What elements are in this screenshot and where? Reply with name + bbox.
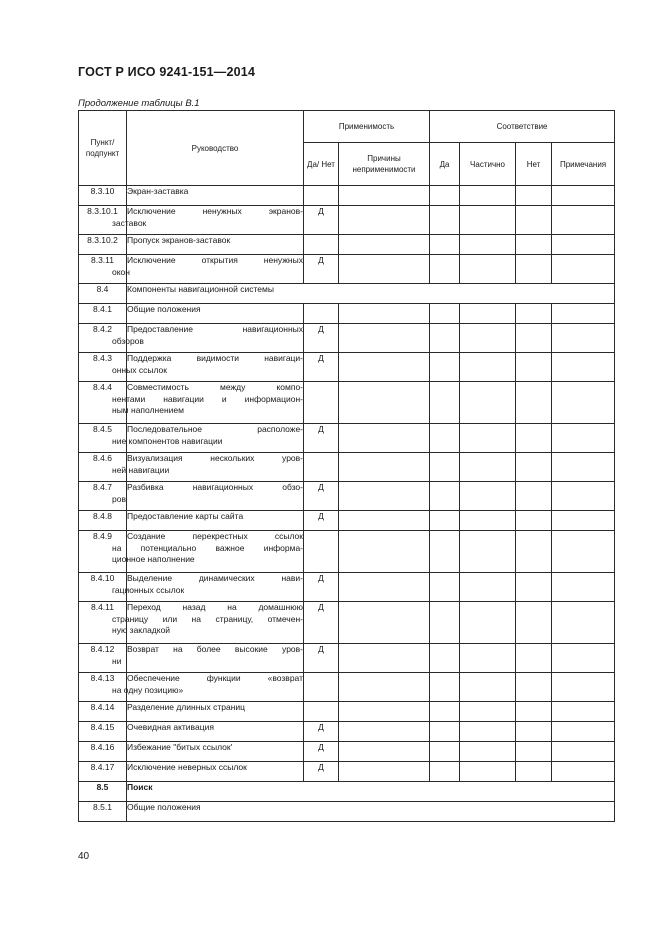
compliance-no-cell — [516, 531, 552, 573]
applicability-reason-cell — [339, 722, 430, 742]
guidance-text — [112, 573, 304, 602]
applicability-yes-no: Д — [304, 573, 339, 602]
compliance-no-cell — [516, 573, 552, 602]
clause-number: 8.3.10.2 — [79, 235, 127, 255]
compliance-partial-cell — [460, 235, 516, 255]
compliance-notes-cell — [552, 424, 615, 453]
compliance-partial-cell — [460, 702, 516, 722]
guidance-text — [127, 722, 304, 742]
header-reasons: Причины неприменимости — [339, 143, 430, 186]
compliance-no-cell — [516, 206, 552, 235]
compliance-no-cell — [516, 235, 552, 255]
applicability-yes-no: Д — [304, 644, 339, 673]
applicability-reason-cell — [339, 186, 430, 206]
clause-number: 8.4.10 — [79, 573, 127, 602]
table-row — [79, 782, 615, 802]
applicability-reason-cell — [339, 511, 430, 531]
table-row — [79, 284, 615, 304]
compliance-no-cell — [516, 255, 552, 284]
guidance-text-line: Переход назад на домашнюю — [127, 602, 303, 612]
guidance-text-line: Исключение ненужных экранов- — [127, 206, 303, 216]
table-row — [79, 235, 615, 255]
clause-number: 8.3.10 — [79, 186, 127, 206]
clause-number: 8.4.3 — [79, 353, 127, 382]
guidance-text — [127, 742, 304, 762]
compliance-yes-cell — [430, 186, 460, 206]
guidance-text-line: ней навигации — [112, 464, 170, 475]
compliance-notes-cell — [552, 353, 615, 382]
compliance-no-cell — [516, 742, 552, 762]
compliance-notes-cell — [552, 255, 615, 284]
clause-number: 8.4.13 — [79, 673, 127, 702]
compliance-yes-cell — [430, 353, 460, 382]
compliance-partial-cell — [460, 255, 516, 284]
clause-number: 8.4.6 — [79, 453, 127, 482]
table-row — [79, 602, 615, 644]
compliance-partial-cell — [460, 511, 516, 531]
compliance-partial-cell — [460, 482, 516, 511]
compliance-yes-cell — [430, 453, 460, 482]
guidance-text — [127, 802, 615, 822]
applicability-reason-cell — [339, 742, 430, 762]
compliance-notes-cell — [552, 324, 615, 353]
header-clause: Пункт/ подпункт — [79, 111, 127, 186]
table-row — [79, 702, 615, 722]
clause-number: 8.4.7 — [79, 482, 127, 511]
applicability-reason-cell — [339, 453, 430, 482]
compliance-partial-cell — [460, 531, 516, 573]
compliance-notes-cell — [552, 511, 615, 531]
guidance-text-line: Предоставление навигационных — [127, 324, 303, 334]
compliance-notes-cell — [552, 722, 615, 742]
guidance-text — [127, 782, 615, 802]
compliance-yes-cell — [430, 722, 460, 742]
header-partial: Частично — [460, 143, 516, 186]
table-row — [79, 186, 615, 206]
applicability-yes-no: Д — [304, 742, 339, 762]
guidance-text-line: ров — [112, 493, 126, 504]
compliance-yes-cell — [430, 602, 460, 644]
table-caption: Продолжение таблицы В.1 — [78, 98, 200, 109]
compliance-notes-cell — [552, 702, 615, 722]
guidance-text-line: на одну позицию» — [112, 684, 184, 695]
table-row — [79, 673, 615, 702]
compliance-partial-cell — [460, 424, 516, 453]
compliance-no-cell — [516, 702, 552, 722]
guidance-text-line: Избежание "битых ссылок' — [127, 742, 233, 752]
guidance-text-line: Поддержка видимости навигаци- — [127, 353, 303, 363]
header-no: Нет — [516, 143, 552, 186]
guidance-text-line: Совместимость между компо- — [127, 382, 303, 392]
compliance-yes-cell — [430, 482, 460, 511]
compliance-partial-cell — [460, 382, 516, 424]
compliance-yes-cell — [430, 702, 460, 722]
compliance-yes-cell — [430, 304, 460, 324]
table-row — [79, 304, 615, 324]
document-title: ГОСТ Р ИСО 9241-151—2014 — [78, 65, 256, 79]
guidance-text — [112, 673, 304, 702]
compliance-no-cell — [516, 644, 552, 673]
guidance-text-line: Общие положения — [127, 802, 201, 812]
guidance-text — [127, 762, 304, 782]
guidance-text-line: ционное наполнение — [112, 554, 195, 564]
compliance-partial-cell — [460, 602, 516, 644]
guidance-text-line: окон — [112, 266, 130, 277]
guidance-text-line: Очевидная активация — [127, 722, 214, 732]
table-row — [79, 324, 615, 353]
guidance-text — [112, 206, 304, 235]
guidance-text-line: Визуализация нескольких уров- — [127, 453, 303, 463]
guidance-text-line: ную закладкой — [112, 625, 171, 635]
applicability-yes-no: Д — [304, 482, 339, 511]
applicability-yes-no: Д — [304, 206, 339, 235]
applicability-reason-cell — [339, 531, 430, 573]
guidance-text-line: Создание перекрестных ссылок — [127, 531, 303, 541]
compliance-notes-cell — [552, 382, 615, 424]
table-row — [79, 453, 615, 482]
compliance-yes-cell — [430, 424, 460, 453]
table-row — [79, 255, 615, 284]
table-row — [79, 353, 615, 382]
compliance-partial-cell — [460, 573, 516, 602]
table-row — [79, 531, 615, 573]
compliance-partial-cell — [460, 186, 516, 206]
applicability-reason-cell — [339, 673, 430, 702]
compliance-notes-cell — [552, 186, 615, 206]
guidance-text-line: гационных ссылок — [112, 584, 185, 595]
page-number: 40 — [78, 851, 90, 862]
guidance-text-line: Экран-заставка — [127, 186, 189, 196]
compliance-notes-cell — [552, 644, 615, 673]
compliance-no-cell — [516, 511, 552, 531]
compliance-partial-cell — [460, 324, 516, 353]
compliance-notes-cell — [552, 304, 615, 324]
applicability-yes-no — [304, 453, 339, 482]
table-row — [79, 644, 615, 673]
guidance-text-line: Возврат на более высокие уров- — [127, 644, 303, 654]
guidance-text — [112, 644, 304, 673]
clause-number: 8.4.4 — [79, 382, 127, 424]
compliance-partial-cell — [460, 762, 516, 782]
applicability-yes-no — [304, 531, 339, 573]
clause-number: 8.5.1 — [79, 802, 127, 822]
guidance-text — [127, 511, 304, 531]
compliance-notes-cell — [552, 602, 615, 644]
compliance-no-cell — [516, 602, 552, 644]
compliance-notes-cell — [552, 531, 615, 573]
compliance-yes-cell — [430, 511, 460, 531]
compliance-notes-cell — [552, 453, 615, 482]
compliance-yes-cell — [430, 673, 460, 702]
compliance-no-cell — [516, 304, 552, 324]
compliance-notes-cell — [552, 206, 615, 235]
table-row — [79, 424, 615, 453]
compliance-partial-cell — [460, 206, 516, 235]
applicability-yes-no — [304, 304, 339, 324]
applicability-reason-cell — [339, 482, 430, 511]
clause-number: 8.3.10.1 — [79, 206, 127, 235]
guidance-text — [127, 186, 304, 206]
guidance-text — [112, 602, 304, 644]
compliance-no-cell — [516, 382, 552, 424]
guidance-text-line: Поиск — [127, 782, 153, 792]
compliance-partial-cell — [460, 644, 516, 673]
clause-number: 8.4.16 — [79, 742, 127, 762]
applicability-reason-cell — [339, 573, 430, 602]
guidance-text-line: Предоставление карты сайта — [127, 511, 244, 521]
guidance-text-line: Компоненты навигационной системы — [127, 284, 274, 294]
guidance-text-line: Разделение длинных страниц — [127, 702, 246, 712]
applicability-reason-cell — [339, 702, 430, 722]
applicability-reason-cell — [339, 324, 430, 353]
table-row — [79, 573, 615, 602]
compliance-yes-cell — [430, 742, 460, 762]
header-yes-no: Да/ Нет — [304, 143, 339, 186]
clause-number: 8.4.2 — [79, 324, 127, 353]
compliance-no-cell — [516, 353, 552, 382]
compliance-no-cell — [516, 673, 552, 702]
compliance-no-cell — [516, 453, 552, 482]
table-row — [79, 802, 615, 822]
applicability-reason-cell — [339, 235, 430, 255]
header-applicability: Применимость — [304, 111, 430, 143]
clause-number: 8.4.1 — [79, 304, 127, 324]
clause-number: 8.4 — [79, 284, 127, 304]
compliance-yes-cell — [430, 762, 460, 782]
compliance-partial-cell — [460, 742, 516, 762]
guidance-text — [112, 531, 304, 573]
guidance-text-line: Пропуск экранов-заставок — [127, 235, 231, 245]
compliance-notes-cell — [552, 235, 615, 255]
clause-number: 8.4.11 — [79, 602, 127, 644]
applicability-reason-cell — [339, 206, 430, 235]
clause-number: 8.4.12 — [79, 644, 127, 673]
compliance-notes-cell — [552, 482, 615, 511]
applicability-reason-cell — [339, 382, 430, 424]
applicability-reason-cell — [339, 424, 430, 453]
compliance-table — [78, 110, 615, 822]
compliance-yes-cell — [430, 644, 460, 673]
compliance-notes-cell — [552, 742, 615, 762]
applicability-yes-no: Д — [304, 324, 339, 353]
table-row — [79, 511, 615, 531]
clause-number: 8.4.8 — [79, 511, 127, 531]
compliance-partial-cell — [460, 304, 516, 324]
compliance-no-cell — [516, 482, 552, 511]
guidance-text-line: ни — [112, 655, 122, 666]
guidance-text — [112, 482, 304, 511]
guidance-text-line: Разбивка навигационных обзо- — [127, 482, 303, 492]
compliance-no-cell — [516, 424, 552, 453]
applicability-yes-no: Д — [304, 511, 339, 531]
applicability-reason-cell — [339, 602, 430, 644]
compliance-yes-cell — [430, 255, 460, 284]
applicability-reason-cell — [339, 353, 430, 382]
table-row — [79, 762, 615, 782]
compliance-partial-cell — [460, 453, 516, 482]
guidance-text-line: Выделение динамических нави- — [127, 573, 303, 583]
compliance-no-cell — [516, 324, 552, 353]
table-body — [79, 186, 615, 822]
applicability-reason-cell — [339, 255, 430, 284]
applicability-yes-no: Д — [304, 602, 339, 644]
compliance-no-cell — [516, 762, 552, 782]
compliance-yes-cell — [430, 235, 460, 255]
applicability-yes-no — [304, 235, 339, 255]
clause-number: 8.4.14 — [79, 702, 127, 722]
compliance-yes-cell — [430, 206, 460, 235]
compliance-yes-cell — [430, 573, 460, 602]
applicability-yes-no: Д — [304, 722, 339, 742]
table-row — [79, 382, 615, 424]
guidance-text — [112, 353, 304, 382]
guidance-text-line: Исключение неверных ссылок — [127, 762, 247, 772]
applicability-yes-no: Д — [304, 762, 339, 782]
compliance-no-cell — [516, 186, 552, 206]
guidance-text — [127, 284, 615, 304]
header-yes: Да — [430, 143, 460, 186]
applicability-yes-no — [304, 186, 339, 206]
applicability-yes-no — [304, 702, 339, 722]
guidance-text-line: Последовательное расположе- — [127, 424, 303, 434]
guidance-text — [127, 702, 304, 722]
clause-number: 8.5 — [79, 782, 127, 802]
applicability-yes-no: Д — [304, 255, 339, 284]
guidance-text-line: нентами навигации и информацион- — [112, 393, 303, 404]
guidance-text-line: на потенциально важное информа- — [112, 542, 303, 553]
table-row — [79, 482, 615, 511]
guidance-text-line: ным наполнением — [112, 405, 184, 415]
compliance-notes-cell — [552, 762, 615, 782]
clause-number: 8.4.5 — [79, 424, 127, 453]
clause-number: 8.3.11 — [79, 255, 127, 284]
compliance-partial-cell — [460, 673, 516, 702]
clause-number: 8.4.15 — [79, 722, 127, 742]
guidance-text-line: Общие положения — [127, 304, 201, 314]
guidance-text — [112, 255, 304, 284]
guidance-text-line: заставок — [112, 217, 147, 228]
applicability-reason-cell — [339, 762, 430, 782]
applicability-yes-no: Д — [304, 353, 339, 382]
applicability-reason-cell — [339, 304, 430, 324]
compliance-yes-cell — [430, 531, 460, 573]
applicability-yes-no — [304, 382, 339, 424]
compliance-partial-cell — [460, 353, 516, 382]
compliance-no-cell — [516, 722, 552, 742]
table-row — [79, 742, 615, 762]
guidance-text-line: страницу или на страницу, отмечен- — [112, 613, 303, 624]
applicability-yes-no: Д — [304, 424, 339, 453]
applicability-yes-no — [304, 673, 339, 702]
guidance-text — [127, 304, 304, 324]
compliance-notes-cell — [552, 573, 615, 602]
compliance-yes-cell — [430, 324, 460, 353]
guidance-text — [112, 324, 304, 353]
guidance-text-line: обзоров — [112, 335, 144, 346]
clause-number: 8.4.9 — [79, 531, 127, 573]
header-compliance: Соответствие — [430, 111, 615, 143]
guidance-text — [112, 453, 304, 482]
clause-number: 8.4.17 — [79, 762, 127, 782]
guidance-text-line: онных ссылок — [112, 364, 167, 375]
compliance-notes-cell — [552, 673, 615, 702]
guidance-text-line: Исключение открытия ненужных — [127, 255, 303, 265]
table-row — [79, 722, 615, 742]
header-notes: Примечания — [552, 143, 615, 186]
guidance-text — [112, 424, 304, 453]
table-row — [79, 206, 615, 235]
compliance-yes-cell — [430, 382, 460, 424]
guidance-text-line: ние компонентов навигации — [112, 435, 223, 446]
guidance-text — [112, 382, 304, 424]
compliance-partial-cell — [460, 722, 516, 742]
guidance-text-line: Обеспечение функции «возврат — [127, 673, 303, 683]
header-guidance: Руководство — [127, 111, 304, 186]
guidance-text — [127, 235, 304, 255]
applicability-reason-cell — [339, 644, 430, 673]
